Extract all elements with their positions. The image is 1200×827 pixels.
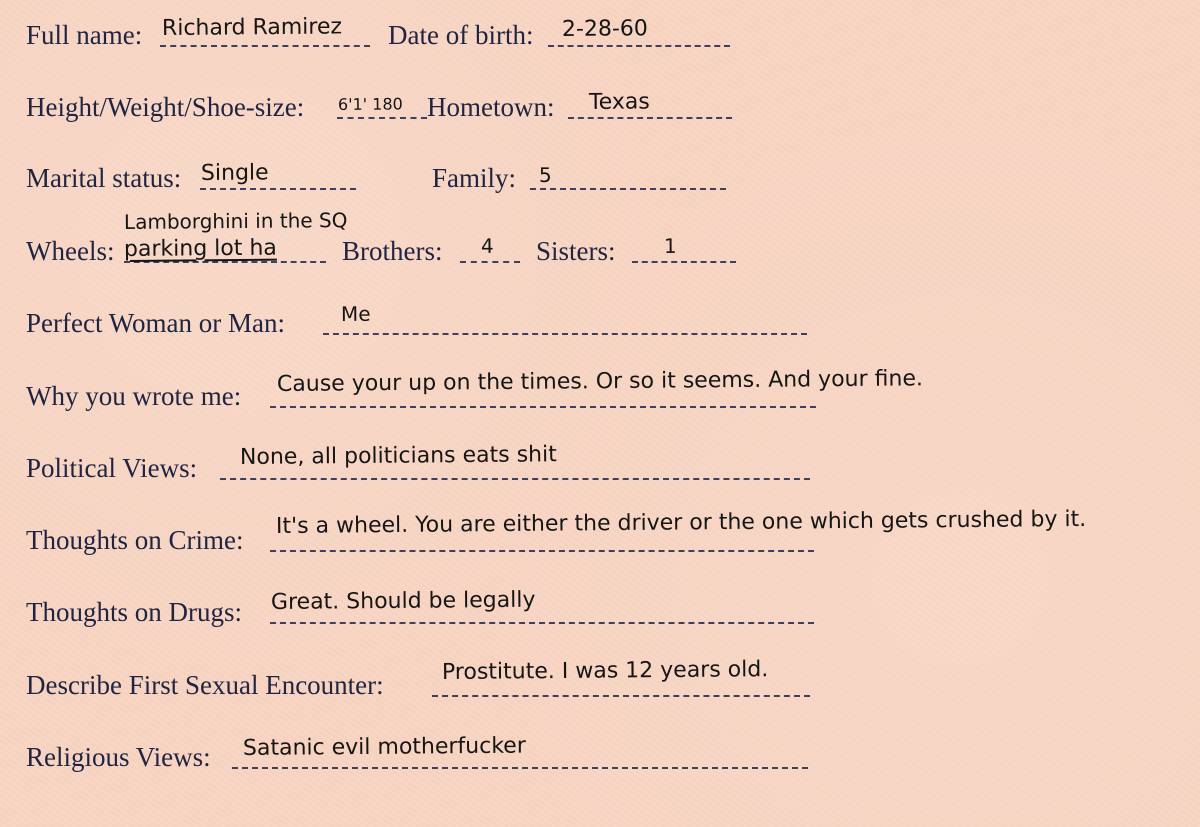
thoughts-drugs-line <box>270 622 814 624</box>
thoughts-crime-line <box>270 550 814 552</box>
full-name-label: Full name: <box>26 20 143 50</box>
thoughts-crime-label: Thoughts on Crime: <box>26 525 244 555</box>
first-encounter-label: Describe First Sexual Encounter: <box>26 670 384 700</box>
religious-views-label: Religious Views: <box>26 742 211 772</box>
family-answer: 5 <box>538 162 552 187</box>
thoughts-drugs-answer: Great. Should be legally <box>270 587 536 615</box>
political-views-line <box>220 478 810 480</box>
brothers-answer: 4 <box>480 233 494 258</box>
brothers-label: Brothers: <box>342 236 443 266</box>
height-weight-shoe-label: Height/Weight/Shoe-size: <box>26 92 305 122</box>
wheels-answer-line2: parking lot ha <box>123 235 277 262</box>
sisters-label: Sisters: <box>536 236 616 266</box>
political-views-label: Political Views: <box>26 453 198 483</box>
hometown-line <box>568 117 732 119</box>
sisters-answer: 1 <box>663 233 677 258</box>
date-of-birth-line <box>548 45 730 47</box>
sisters-line <box>632 261 736 263</box>
first-encounter-line <box>432 695 810 697</box>
perfect-partner-label: Perfect Woman or Man: <box>26 308 286 338</box>
hometown-label: Hometown: <box>427 92 555 122</box>
marital-status-label: Marital status: <box>26 163 182 193</box>
why-wrote-line <box>270 406 816 408</box>
family-label: Family: <box>432 163 517 193</box>
religious-views-answer: Satanic evil motherfucker <box>242 733 526 761</box>
family-line <box>530 188 726 190</box>
political-views-answer: None, all politicians eats shit <box>239 442 557 470</box>
why-wrote-label: Why you wrote me: <box>26 381 242 411</box>
religious-views-line <box>232 767 808 769</box>
why-wrote-answer: Cause your up on the times. Or so it seems. And your fine. <box>276 366 924 397</box>
date-of-birth-label: Date of birth: <box>388 20 534 50</box>
marital-status-answer: Single <box>200 160 269 186</box>
full-name-line <box>160 45 370 47</box>
brothers-line <box>460 261 520 263</box>
perfect-partner-line <box>323 333 807 335</box>
wheels-label: Wheels: <box>26 236 115 266</box>
first-encounter-answer: Prostitute. I was 12 years old. <box>441 657 769 685</box>
hometown-answer: Texas <box>588 89 650 115</box>
date-of-birth-answer: 2-28-60 <box>561 16 648 42</box>
thoughts-crime-answer: It's a wheel. You are either the driver or the one which gets crushed by it. <box>275 506 1087 539</box>
height-weight-shoe-line <box>337 117 427 119</box>
full-name-answer: Richard Ramirez <box>161 14 343 41</box>
height-weight-shoe-answer: 6'1' 180 <box>337 94 403 114</box>
marital-status-line <box>200 188 356 190</box>
perfect-partner-answer: Me <box>340 301 371 326</box>
wheels-answer-line1: Lamborghini in the SQ <box>123 208 348 234</box>
thoughts-drugs-label: Thoughts on Drugs: <box>26 597 242 627</box>
